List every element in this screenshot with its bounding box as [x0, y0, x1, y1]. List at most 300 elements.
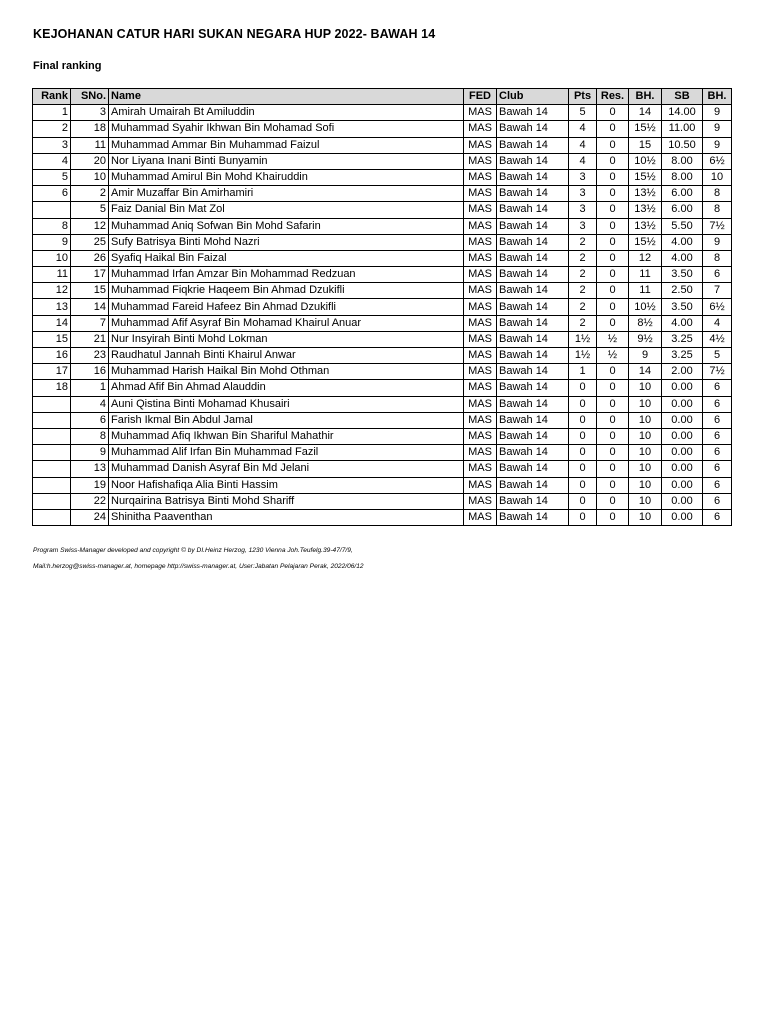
- club-cell: Bawah 14: [497, 412, 569, 428]
- bh-cell: 9: [629, 348, 662, 364]
- table-row: [33, 445, 732, 461]
- name-cell: Muhammad Syahir Ikhwan Bin Mohamad Sofi: [109, 121, 464, 137]
- sb-cell: 0.00: [662, 445, 703, 461]
- rank-cell: [33, 509, 71, 525]
- sb-cell: 2.50: [662, 283, 703, 299]
- name-cell: Muhammad Danish Asyraf Bin Md Jelani: [109, 461, 464, 477]
- name-cell: Muhammad Fiqkrie Haqeem Bin Ahmad Dzukifli: [109, 283, 464, 299]
- name-cell: Noor Hafishafiqa Alia Binti Hassim: [109, 477, 464, 493]
- column-header-rank: Rank: [33, 89, 71, 105]
- table-row: [33, 315, 732, 331]
- res-cell: 0: [597, 380, 629, 396]
- name-cell: Ahmad Afif Bin Ahmad Alauddin: [109, 380, 464, 396]
- club-cell: Bawah 14: [497, 218, 569, 234]
- club-cell: Bawah 14: [497, 445, 569, 461]
- fed-cell: MAS: [464, 137, 497, 153]
- table-header-row: [33, 89, 732, 105]
- table-row: [33, 396, 732, 412]
- sb-cell: 0.00: [662, 461, 703, 477]
- sb-cell: 5.50: [662, 218, 703, 234]
- res-cell: 0: [597, 509, 629, 525]
- bh2-cell: 6½: [703, 299, 732, 315]
- name-cell: Farish Ikmal Bin Abdul Jamal: [109, 412, 464, 428]
- sb-cell: 4.00: [662, 234, 703, 250]
- column-header-name: Name: [109, 89, 464, 105]
- club-cell: Bawah 14: [497, 153, 569, 169]
- table-row: [33, 218, 732, 234]
- bh-cell: 10: [629, 412, 662, 428]
- res-cell: 0: [597, 218, 629, 234]
- fed-cell: MAS: [464, 267, 497, 283]
- pts-cell: 3: [569, 186, 597, 202]
- res-cell: 0: [597, 315, 629, 331]
- sno-cell: 12: [71, 218, 109, 234]
- club-cell: Bawah 14: [497, 364, 569, 380]
- sb-cell: 6.00: [662, 186, 703, 202]
- sno-cell: 18: [71, 121, 109, 137]
- fed-cell: MAS: [464, 169, 497, 185]
- pts-cell: 4: [569, 121, 597, 137]
- fed-cell: MAS: [464, 412, 497, 428]
- sno-cell: 14: [71, 299, 109, 315]
- table-row: [33, 153, 732, 169]
- sb-cell: 14.00: [662, 105, 703, 121]
- res-cell: 0: [597, 445, 629, 461]
- res-cell: 0: [597, 396, 629, 412]
- fed-cell: MAS: [464, 477, 497, 493]
- table-body: [33, 105, 732, 526]
- fed-cell: MAS: [464, 202, 497, 218]
- res-cell: 0: [597, 412, 629, 428]
- rank-cell: [33, 412, 71, 428]
- rank-cell: 14: [33, 315, 71, 331]
- table-row: [33, 509, 732, 525]
- name-cell: Muhammad Fareid Hafeez Bin Ahmad Dzukifli: [109, 299, 464, 315]
- sno-cell: 16: [71, 364, 109, 380]
- sno-cell: 11: [71, 137, 109, 153]
- sno-cell: 7: [71, 315, 109, 331]
- sno-cell: 25: [71, 234, 109, 250]
- column-header-fed: FED: [464, 89, 497, 105]
- club-cell: Bawah 14: [497, 121, 569, 137]
- bh-cell: 10: [629, 396, 662, 412]
- bh-cell: 11: [629, 283, 662, 299]
- sb-cell: 3.25: [662, 348, 703, 364]
- sb-cell: 11.00: [662, 121, 703, 137]
- rank-cell: 18: [33, 380, 71, 396]
- bh-cell: 10: [629, 509, 662, 525]
- fed-cell: MAS: [464, 186, 497, 202]
- fed-cell: MAS: [464, 493, 497, 509]
- section-subtitle: Final ranking: [33, 60, 102, 72]
- name-cell: Muhammad Afif Asyraf Bin Mohamad Khairul Anuar: [109, 315, 464, 331]
- sno-cell: 4: [71, 396, 109, 412]
- pts-cell: 0: [569, 412, 597, 428]
- table-row: [33, 234, 732, 250]
- rank-cell: [33, 445, 71, 461]
- bh-cell: 15½: [629, 234, 662, 250]
- res-cell: 0: [597, 461, 629, 477]
- club-cell: Bawah 14: [497, 461, 569, 477]
- res-cell: 0: [597, 299, 629, 315]
- rank-cell: [33, 428, 71, 444]
- name-cell: Muhammad Aniq Sofwan Bin Mohd Safarin: [109, 218, 464, 234]
- pts-cell: 0: [569, 477, 597, 493]
- sb-cell: 0.00: [662, 509, 703, 525]
- bh2-cell: 9: [703, 121, 732, 137]
- sno-cell: 5: [71, 202, 109, 218]
- bh-cell: 10: [629, 428, 662, 444]
- pts-cell: 2: [569, 267, 597, 283]
- res-cell: 0: [597, 364, 629, 380]
- club-cell: Bawah 14: [497, 169, 569, 185]
- rank-cell: 10: [33, 250, 71, 266]
- fed-cell: MAS: [464, 364, 497, 380]
- pts-cell: 2: [569, 315, 597, 331]
- fed-cell: MAS: [464, 509, 497, 525]
- pts-cell: 0: [569, 461, 597, 477]
- sb-cell: 0.00: [662, 493, 703, 509]
- bh2-cell: 6: [703, 412, 732, 428]
- sno-cell: 19: [71, 477, 109, 493]
- fed-cell: MAS: [464, 121, 497, 137]
- sno-cell: 24: [71, 509, 109, 525]
- name-cell: Nor Liyana Inani Binti Bunyamin: [109, 153, 464, 169]
- sno-cell: 15: [71, 283, 109, 299]
- sno-cell: 3: [71, 105, 109, 121]
- club-cell: Bawah 14: [497, 267, 569, 283]
- bh-cell: 15½: [629, 169, 662, 185]
- column-header-club: Club: [497, 89, 569, 105]
- sb-cell: 0.00: [662, 412, 703, 428]
- fed-cell: MAS: [464, 234, 497, 250]
- sb-cell: 0.00: [662, 380, 703, 396]
- res-cell: ½: [597, 331, 629, 347]
- bh2-cell: 10: [703, 169, 732, 185]
- bh2-cell: 6: [703, 477, 732, 493]
- table-row: [33, 364, 732, 380]
- bh2-cell: 6: [703, 461, 732, 477]
- fed-cell: MAS: [464, 428, 497, 444]
- bh-cell: 10½: [629, 299, 662, 315]
- sb-cell: 3.50: [662, 299, 703, 315]
- bh2-cell: 6: [703, 380, 732, 396]
- table-row: [33, 137, 732, 153]
- bh2-cell: 9: [703, 105, 732, 121]
- club-cell: Bawah 14: [497, 509, 569, 525]
- rank-cell: 15: [33, 331, 71, 347]
- bh2-cell: 6: [703, 509, 732, 525]
- sb-cell: 8.00: [662, 169, 703, 185]
- rank-cell: 3: [33, 137, 71, 153]
- sno-cell: 13: [71, 461, 109, 477]
- table-row: [33, 283, 732, 299]
- bh-cell: 10: [629, 493, 662, 509]
- bh2-cell: 6: [703, 428, 732, 444]
- bh2-cell: 6: [703, 267, 732, 283]
- table-row: [33, 428, 732, 444]
- bh2-cell: 6½: [703, 153, 732, 169]
- club-cell: Bawah 14: [497, 137, 569, 153]
- rank-cell: 6: [33, 186, 71, 202]
- bh2-cell: 6: [703, 396, 732, 412]
- bh2-cell: 5: [703, 348, 732, 364]
- sb-cell: 4.00: [662, 250, 703, 266]
- bh2-cell: 7: [703, 283, 732, 299]
- sno-cell: 21: [71, 331, 109, 347]
- pts-cell: 1½: [569, 348, 597, 364]
- bh2-cell: 7½: [703, 364, 732, 380]
- fed-cell: MAS: [464, 105, 497, 121]
- club-cell: Bawah 14: [497, 348, 569, 364]
- rank-cell: 17: [33, 364, 71, 380]
- bh2-cell: 4: [703, 315, 732, 331]
- pts-cell: 4: [569, 153, 597, 169]
- rank-cell: [33, 477, 71, 493]
- sb-cell: 6.00: [662, 202, 703, 218]
- rank-cell: 8: [33, 218, 71, 234]
- bh2-cell: 8: [703, 186, 732, 202]
- rank-cell: [33, 396, 71, 412]
- club-cell: Bawah 14: [497, 234, 569, 250]
- sno-cell: 26: [71, 250, 109, 266]
- name-cell: Muhammad Harish Haikal Bin Mohd Othman: [109, 364, 464, 380]
- bh-cell: 13½: [629, 202, 662, 218]
- bh2-cell: 6: [703, 445, 732, 461]
- bh-cell: 13½: [629, 218, 662, 234]
- rank-cell: [33, 461, 71, 477]
- club-cell: Bawah 14: [497, 331, 569, 347]
- rank-cell: 4: [33, 153, 71, 169]
- res-cell: 0: [597, 202, 629, 218]
- club-cell: Bawah 14: [497, 380, 569, 396]
- name-cell: Sufy Batrisya Binti Mohd Nazri: [109, 234, 464, 250]
- res-cell: 0: [597, 121, 629, 137]
- footer-line-1: Program Swiss-Manager developed and copyright © by DI.Heinz Herzog, 1230 Vienna Joh.Teufelg.39-47/7/9,: [33, 547, 353, 554]
- sno-cell: 9: [71, 445, 109, 461]
- name-cell: Nurqairina Batrisya Binti Mohd Shariff: [109, 493, 464, 509]
- rank-cell: 11: [33, 267, 71, 283]
- bh-cell: 8½: [629, 315, 662, 331]
- pts-cell: 1: [569, 364, 597, 380]
- sb-cell: 0.00: [662, 477, 703, 493]
- rank-cell: 2: [33, 121, 71, 137]
- club-cell: Bawah 14: [497, 396, 569, 412]
- bh2-cell: 4½: [703, 331, 732, 347]
- table-row: [33, 331, 732, 347]
- sno-cell: 20: [71, 153, 109, 169]
- bh-cell: 13½: [629, 186, 662, 202]
- rank-cell: [33, 202, 71, 218]
- table-row: [33, 380, 732, 396]
- res-cell: 0: [597, 477, 629, 493]
- table-row: [33, 348, 732, 364]
- name-cell: Auni Qistina Binti Mohamad Khusairi: [109, 396, 464, 412]
- pts-cell: 0: [569, 380, 597, 396]
- sb-cell: 8.00: [662, 153, 703, 169]
- footer-copyright: [33, 543, 364, 575]
- table-row: [33, 461, 732, 477]
- name-cell: Shinitha Paaventhan: [109, 509, 464, 525]
- table-row: [33, 412, 732, 428]
- pts-cell: 4: [569, 137, 597, 153]
- name-cell: Amir Muzaffar Bin Amirhamiri: [109, 186, 464, 202]
- bh-cell: 10: [629, 380, 662, 396]
- sb-cell: 0.00: [662, 428, 703, 444]
- bh-cell: 11: [629, 267, 662, 283]
- fed-cell: MAS: [464, 461, 497, 477]
- fed-cell: MAS: [464, 396, 497, 412]
- club-cell: Bawah 14: [497, 105, 569, 121]
- name-cell: Raudhatul Jannah Binti Khairul Anwar: [109, 348, 464, 364]
- table-row: [33, 121, 732, 137]
- bh2-cell: 8: [703, 250, 732, 266]
- sb-cell: 10.50: [662, 137, 703, 153]
- pts-cell: 0: [569, 493, 597, 509]
- rank-cell: [33, 493, 71, 509]
- bh-cell: 10: [629, 477, 662, 493]
- fed-cell: MAS: [464, 331, 497, 347]
- column-header-sno: SNo.: [71, 89, 109, 105]
- res-cell: 0: [597, 234, 629, 250]
- club-cell: Bawah 14: [497, 202, 569, 218]
- name-cell: Muhammad Alif Irfan Bin Muhammad Fazil: [109, 445, 464, 461]
- name-cell: Muhammad Irfan Amzar Bin Mohammad Redzuan: [109, 267, 464, 283]
- pts-cell: 3: [569, 169, 597, 185]
- res-cell: 0: [597, 137, 629, 153]
- fed-cell: MAS: [464, 153, 497, 169]
- sno-cell: 1: [71, 380, 109, 396]
- club-cell: Bawah 14: [497, 283, 569, 299]
- bh-cell: 12: [629, 250, 662, 266]
- table-row: [33, 186, 732, 202]
- footer-line-2: Mail:h.herzog@swiss-manager.at, homepage http://swiss-manager.at, User:Jabatan Pelajaran Perak, 2022/06/12: [33, 563, 364, 570]
- table-row: [33, 169, 732, 185]
- name-cell: Syafiq Haikal Bin Faizal: [109, 250, 464, 266]
- rank-cell: 12: [33, 283, 71, 299]
- res-cell: 0: [597, 428, 629, 444]
- pts-cell: 0: [569, 509, 597, 525]
- table-row: [33, 299, 732, 315]
- res-cell: 0: [597, 186, 629, 202]
- rank-cell: 16: [33, 348, 71, 364]
- table-row: [33, 477, 732, 493]
- fed-cell: MAS: [464, 445, 497, 461]
- pts-cell: 0: [569, 445, 597, 461]
- bh-cell: 10½: [629, 153, 662, 169]
- sb-cell: 3.25: [662, 331, 703, 347]
- res-cell: ½: [597, 348, 629, 364]
- fed-cell: MAS: [464, 299, 497, 315]
- club-cell: Bawah 14: [497, 186, 569, 202]
- club-cell: Bawah 14: [497, 299, 569, 315]
- bh2-cell: 6: [703, 493, 732, 509]
- bh2-cell: 7½: [703, 218, 732, 234]
- sno-cell: 6: [71, 412, 109, 428]
- rank-cell: 13: [33, 299, 71, 315]
- table-row: [33, 267, 732, 283]
- rank-cell: 1: [33, 105, 71, 121]
- rank-cell: 5: [33, 169, 71, 185]
- sno-cell: 10: [71, 169, 109, 185]
- name-cell: Muhammad Ammar Bin Muhammad Faizul: [109, 137, 464, 153]
- club-cell: Bawah 14: [497, 493, 569, 509]
- column-header-bh2: BH.: [703, 89, 732, 105]
- table-row: [33, 250, 732, 266]
- bh2-cell: 9: [703, 137, 732, 153]
- sb-cell: 3.50: [662, 267, 703, 283]
- pts-cell: 3: [569, 218, 597, 234]
- pts-cell: 2: [569, 234, 597, 250]
- fed-cell: MAS: [464, 250, 497, 266]
- pts-cell: 2: [569, 299, 597, 315]
- res-cell: 0: [597, 169, 629, 185]
- sb-cell: 2.00: [662, 364, 703, 380]
- ranking-table: [32, 88, 732, 526]
- bh2-cell: 9: [703, 234, 732, 250]
- pts-cell: 2: [569, 283, 597, 299]
- column-header-pts: Pts: [569, 89, 597, 105]
- bh-cell: 10: [629, 461, 662, 477]
- bh-cell: 14: [629, 105, 662, 121]
- table-row: [33, 105, 732, 121]
- fed-cell: MAS: [464, 315, 497, 331]
- bh-cell: 14: [629, 364, 662, 380]
- sb-cell: 0.00: [662, 396, 703, 412]
- res-cell: 0: [597, 267, 629, 283]
- bh-cell: 9½: [629, 331, 662, 347]
- fed-cell: MAS: [464, 218, 497, 234]
- name-cell: Muhammad Afiq Ikhwan Bin Shariful Mahathir: [109, 428, 464, 444]
- club-cell: Bawah 14: [497, 315, 569, 331]
- column-header-bh: BH.: [629, 89, 662, 105]
- res-cell: 0: [597, 105, 629, 121]
- fed-cell: MAS: [464, 348, 497, 364]
- sno-cell: 8: [71, 428, 109, 444]
- res-cell: 0: [597, 283, 629, 299]
- club-cell: Bawah 14: [497, 477, 569, 493]
- rank-cell: 9: [33, 234, 71, 250]
- sno-cell: 23: [71, 348, 109, 364]
- club-cell: Bawah 14: [497, 250, 569, 266]
- sno-cell: 22: [71, 493, 109, 509]
- pts-cell: 1½: [569, 331, 597, 347]
- res-cell: 0: [597, 250, 629, 266]
- club-cell: Bawah 14: [497, 428, 569, 444]
- res-cell: 0: [597, 153, 629, 169]
- pts-cell: 5: [569, 105, 597, 121]
- bh-cell: 15½: [629, 121, 662, 137]
- bh-cell: 15: [629, 137, 662, 153]
- sb-cell: 4.00: [662, 315, 703, 331]
- sno-cell: 17: [71, 267, 109, 283]
- column-header-res: Res.: [597, 89, 629, 105]
- fed-cell: MAS: [464, 380, 497, 396]
- table-row: [33, 202, 732, 218]
- name-cell: Amirah Umairah Bt Amiluddin: [109, 105, 464, 121]
- table-row: [33, 493, 732, 509]
- sno-cell: 2: [71, 186, 109, 202]
- name-cell: Nur Insyirah Binti Mohd Lokman: [109, 331, 464, 347]
- bh-cell: 10: [629, 445, 662, 461]
- name-cell: Muhammad Amirul Bin Mohd Khairuddin: [109, 169, 464, 185]
- res-cell: 0: [597, 493, 629, 509]
- page-title: KEJOHANAN CATUR HARI SUKAN NEGARA HUP 2022- BAWAH 14: [33, 27, 436, 41]
- column-header-sb: SB: [662, 89, 703, 105]
- pts-cell: 0: [569, 428, 597, 444]
- bh2-cell: 8: [703, 202, 732, 218]
- pts-cell: 2: [569, 250, 597, 266]
